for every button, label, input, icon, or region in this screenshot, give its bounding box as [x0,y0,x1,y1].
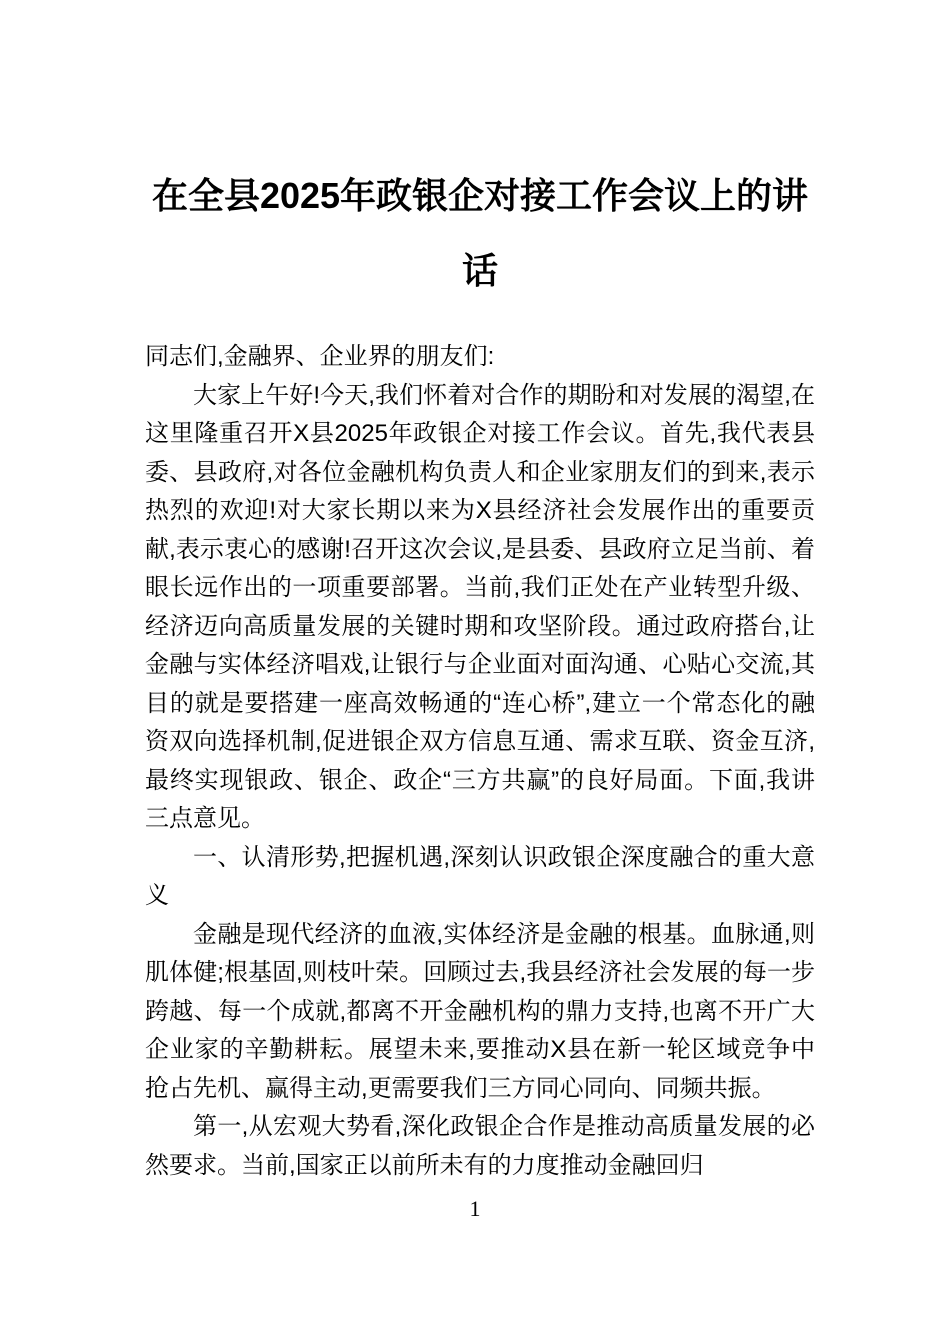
document-title: 在全县2025年政银企对接工作会议上的讲话 [151,175,809,291]
body-paragraph-1: 金融是现代经济的血液,实体经济是金融的根基。血脉通,则肌体健;根基固,则枝叶荣。回顾过去,我县经济社会发展的每一步跨越、每一个成就,都离不开金融机构的鼎力支持,也离不开广大企业家的辛勤耕耘。展望未来,要推动X县在新一轮区域竞争中抢占先机、赢得主动,更需要我们三方同心同向、同频共振。 [145,920,815,1102]
document-body [145,338,815,1185]
body-paragraph-2: 第一,从宏观大势看,深化政银企合作是推动高质量发展的必然要求。当前,国家正以前所未有的力度推动金融回归 [145,1113,815,1179]
salutation-line: 同志们,金融界、企业界的朋友们: [145,343,495,370]
opening-paragraph: 大家上午好!今天,我们怀着对合作的期盼和对发展的渴望,在这里隆重召开X县2025年政银企对接工作会议。首先,我代表县委、县政府,对各位金融机构负责人和企业家朋友们的到来,表示热烈的欢迎!对大家长期以来为X县经济社会发展作出的重要贡献,表示衷心的感谢!召开这次会议,是县委、县政府立足当前、着眼长远作出的一项重要部署。当前,我们正处在产业转型升级、经济迈向高质量发展的关键时期和攻坚阶段。通过政府搭台,让金融与实体经济唱戏,让银行与企业面对面沟通、心贴心交流,其目的就是要搭建一座高效畅通的“连心桥”,建立一个常态化的融资双向选择机制,促进银企双方信息互通、需求互联、资金互济,最终实现银政、银企、政企“三方共赢”的良好局面。下面,我讲三点意见。 [145,381,815,832]
page-number: 1 [469,1196,481,1221]
section-heading-1: 一、认清形势,把握机遇,深刻认识政银企深度融合的重大意义 [145,843,815,909]
